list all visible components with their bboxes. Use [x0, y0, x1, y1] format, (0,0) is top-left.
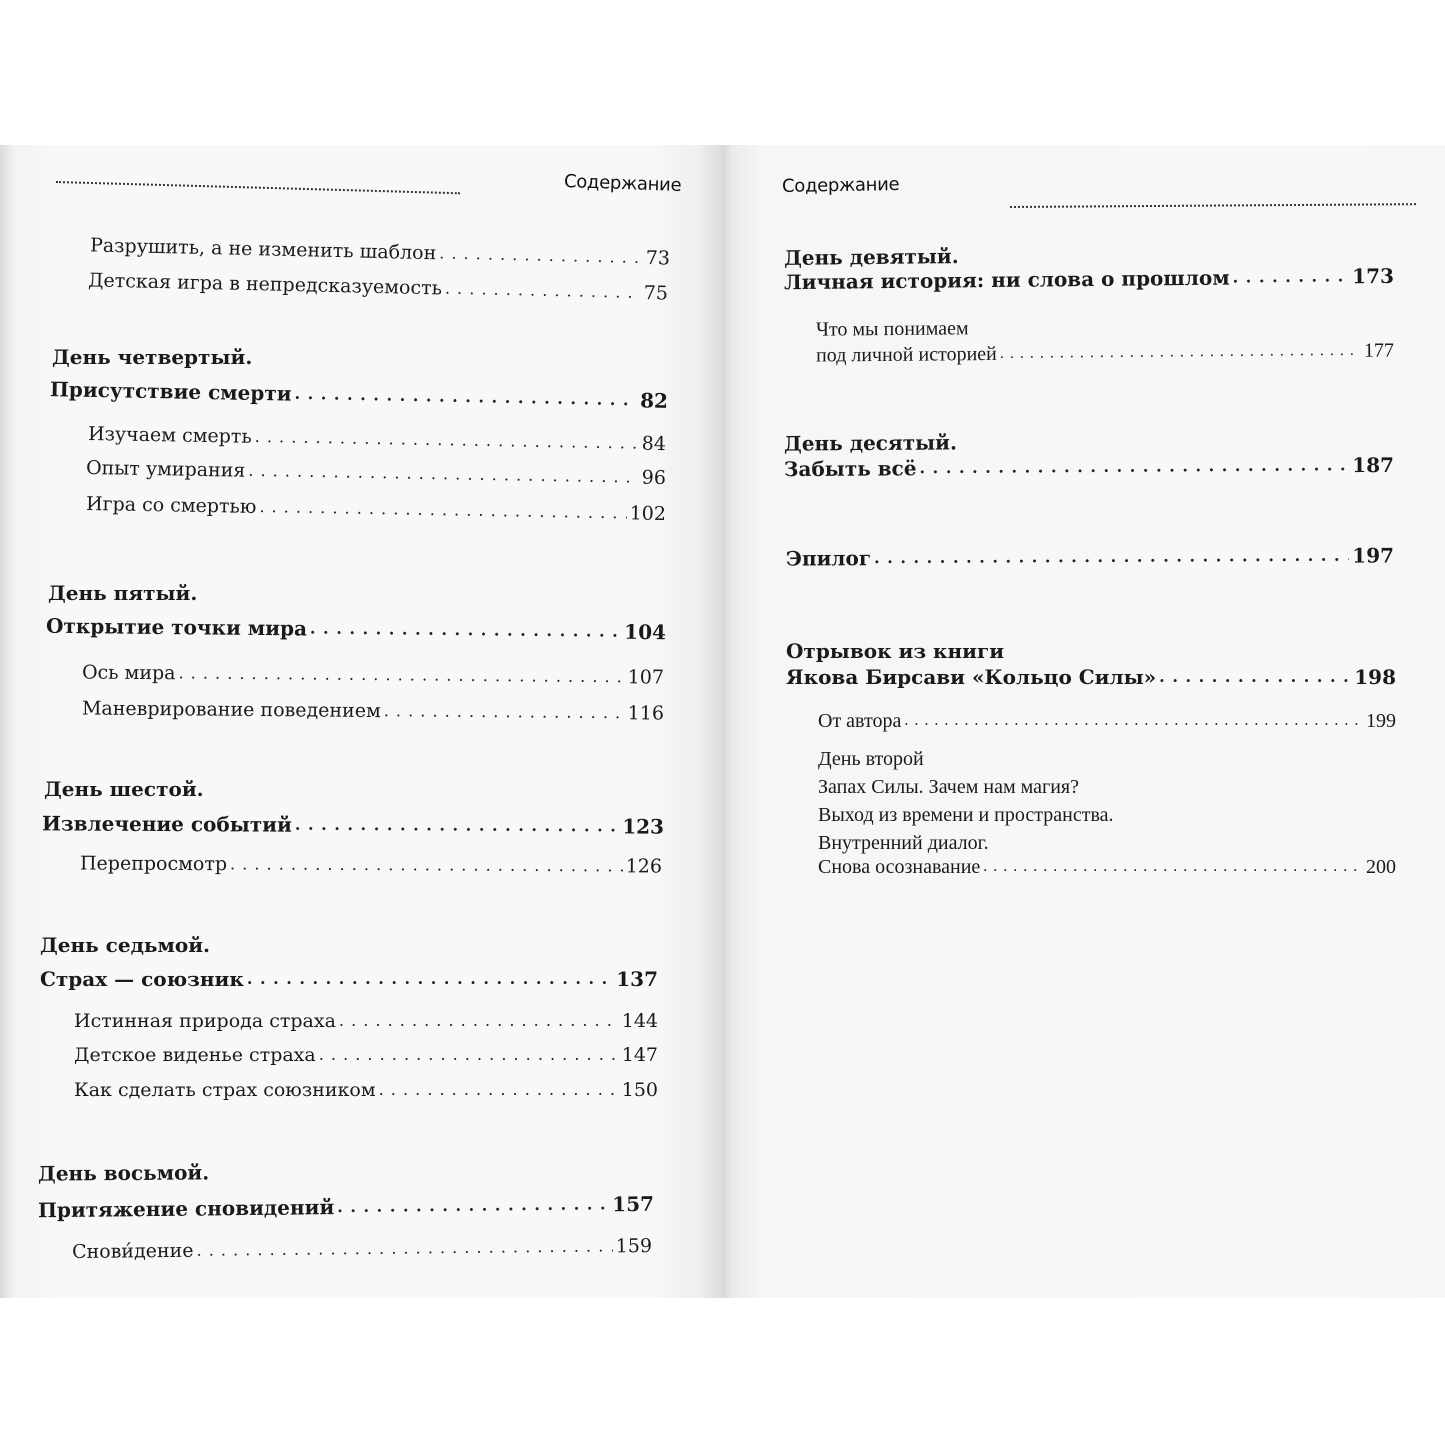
chapter-label: День шестой.	[44, 777, 204, 801]
toc-page-number: 144	[621, 1010, 658, 1032]
chapter-entry[interactable]	[786, 543, 1394, 570]
chapter-title: Забыть всё	[783, 456, 917, 482]
dot-leader	[247, 967, 613, 991]
chapter-title: Притяжение сновидений	[37, 1195, 335, 1223]
chapter-title: Якова Бирсави «Кольцо Силы»	[786, 665, 1157, 689]
dot-leader	[337, 1192, 609, 1219]
toc-entry[interactable]	[74, 1009, 658, 1033]
toc-entry[interactable]	[90, 233, 670, 270]
book-spread	[0, 145, 1445, 1298]
toc-entry-title: Опыт умирания	[85, 456, 246, 482]
chapter-page-number: 187	[1352, 452, 1395, 478]
toc-page-number: 150	[621, 1079, 658, 1101]
dot-leader	[445, 277, 641, 305]
toc-entry-title: Маневрирование поведением	[81, 697, 381, 723]
chapter-page-number: 82	[639, 388, 669, 413]
chapter-entry[interactable]	[784, 453, 1394, 481]
toc-page-number: 96	[641, 466, 667, 490]
table-of-contents-left	[0, 145, 722, 1298]
toc-entry-title: Детское виденье страха	[74, 1044, 316, 1066]
dot-leader	[384, 699, 625, 725]
chapter-page-number: 198	[1354, 665, 1396, 689]
chapter-entry[interactable]	[50, 377, 668, 413]
toc-entry[interactable]	[818, 709, 1396, 733]
toc-entry-title: Истинная природа страха	[74, 1010, 336, 1032]
toc-entry-line: День второй	[818, 748, 924, 770]
toc-page-number: 75	[643, 282, 669, 305]
chapter-page-number: 137	[616, 967, 658, 991]
dot-leader	[178, 661, 624, 689]
toc-entry-line: Внутренний диалог.	[818, 832, 989, 854]
chapter-entry[interactable]	[784, 264, 1394, 294]
toc-entry-title: Снови́дение	[71, 1239, 194, 1264]
toc-entry[interactable]	[88, 422, 666, 456]
dot-leader	[983, 855, 1363, 879]
dot-leader	[874, 544, 1349, 570]
chapter-label: День девятый.	[783, 244, 959, 270]
dot-leader	[230, 852, 623, 878]
toc-page-number: 199	[1366, 710, 1396, 732]
chapter-label: День десятый.	[783, 430, 958, 456]
toc-entry-title: под личной историей	[815, 342, 997, 367]
dot-leader	[919, 453, 1349, 480]
chapter-label: День пятый.	[48, 581, 198, 605]
toc-entry-title: Изучаем смерть	[87, 422, 252, 448]
dot-leader	[319, 1043, 619, 1067]
toc-entry[interactable]	[86, 456, 666, 490]
dot-leader	[439, 241, 643, 270]
dot-leader	[339, 1009, 619, 1033]
toc-entry[interactable]	[88, 268, 668, 305]
running-head: Содержание	[563, 170, 682, 197]
table-of-contents-right	[722, 145, 1445, 1298]
toc-entry-title: Снова осознавание	[818, 856, 981, 878]
dot-leader	[294, 382, 637, 413]
toc-page-number: 159	[615, 1234, 653, 1258]
toc-entry-line: Запах Силы. Зачем нам магия?	[818, 776, 1079, 798]
toc-entry-title: Детская игра в непредсказуемость	[87, 269, 443, 300]
chapter-page-number: 173	[1352, 263, 1395, 289]
chapter-label: День четвертый.	[52, 345, 253, 369]
chapter-title: Извлечение событий	[41, 811, 292, 837]
chapter-title: Открытие точки мира	[45, 613, 308, 641]
toc-page-number: 126	[625, 855, 663, 878]
chapter-label: День восьмой.	[37, 1160, 210, 1186]
toc-page-number: 177	[1363, 339, 1395, 362]
chapter-label: Отрывок из книги	[786, 639, 1005, 663]
chapter-title: Присутствие смерти	[49, 377, 292, 406]
dot-leader	[259, 495, 627, 525]
toc-entry[interactable]	[816, 338, 1394, 367]
chapter-entry[interactable]	[46, 614, 666, 644]
dot-leader	[379, 1078, 619, 1102]
chapter-title: Личная история: ни слова о прошлом	[783, 265, 1230, 295]
toc-entry[interactable]	[82, 696, 664, 725]
chapter-entry[interactable]	[42, 811, 664, 838]
toc-page-number: 107	[627, 666, 665, 689]
dot-leader	[196, 1234, 612, 1262]
toc-entry-line: Выход из времени и пространства.	[818, 804, 1114, 826]
left-page	[0, 145, 722, 1298]
chapter-title: Эпилог	[785, 546, 872, 571]
toc-entry[interactable]	[82, 660, 664, 689]
toc-entry[interactable]	[80, 851, 662, 878]
toc-page-number: 102	[629, 502, 667, 526]
toc-entry-title: Ось мира	[81, 661, 176, 685]
toc-entry[interactable]	[74, 1078, 658, 1102]
chapter-entry[interactable]	[40, 967, 658, 991]
dot-leader	[248, 459, 639, 490]
toc-entry-title: Игра со смертью	[85, 492, 257, 518]
dot-leader	[310, 617, 622, 644]
dot-leader	[295, 813, 619, 839]
dot-leader	[1232, 264, 1349, 289]
toc-page-number: 147	[621, 1044, 658, 1066]
toc-entry[interactable]	[72, 1234, 652, 1264]
toc-entry-line: Что мы понимаем	[815, 317, 969, 341]
toc-entry-title: Разрушить, а не изменить шаблон	[89, 234, 437, 265]
dot-leader	[904, 709, 1363, 733]
chapter-title: Страх — союзник	[40, 967, 244, 991]
chapter-page-number: 104	[624, 619, 667, 645]
toc-page-number: 73	[645, 247, 671, 270]
chapter-label: День седьмой.	[40, 933, 210, 957]
chapter-entry[interactable]	[38, 1192, 654, 1222]
chapter-page-number: 123	[622, 814, 665, 839]
toc-entry-title: От автора	[818, 710, 902, 732]
toc-page-number: 116	[627, 702, 665, 725]
toc-page-number: 84	[641, 432, 667, 456]
toc-entry-title: Перепросмотр	[79, 852, 228, 876]
toc-entry[interactable]	[86, 492, 666, 526]
running-head: Содержание	[781, 173, 900, 198]
right-page	[722, 145, 1445, 1298]
toc-entry-title: Как сделать страх союзником	[74, 1079, 376, 1101]
chapter-entry[interactable]	[786, 665, 1396, 689]
dot-leader	[1159, 665, 1351, 689]
dot-leader	[255, 425, 639, 456]
chapter-page-number: 197	[1352, 543, 1395, 568]
dot-leader	[1000, 339, 1361, 366]
toc-page-number: 200	[1366, 856, 1396, 878]
toc-entry[interactable]	[74, 1043, 658, 1067]
toc-entry[interactable]	[818, 855, 1396, 879]
chapter-page-number: 157	[612, 1191, 655, 1217]
